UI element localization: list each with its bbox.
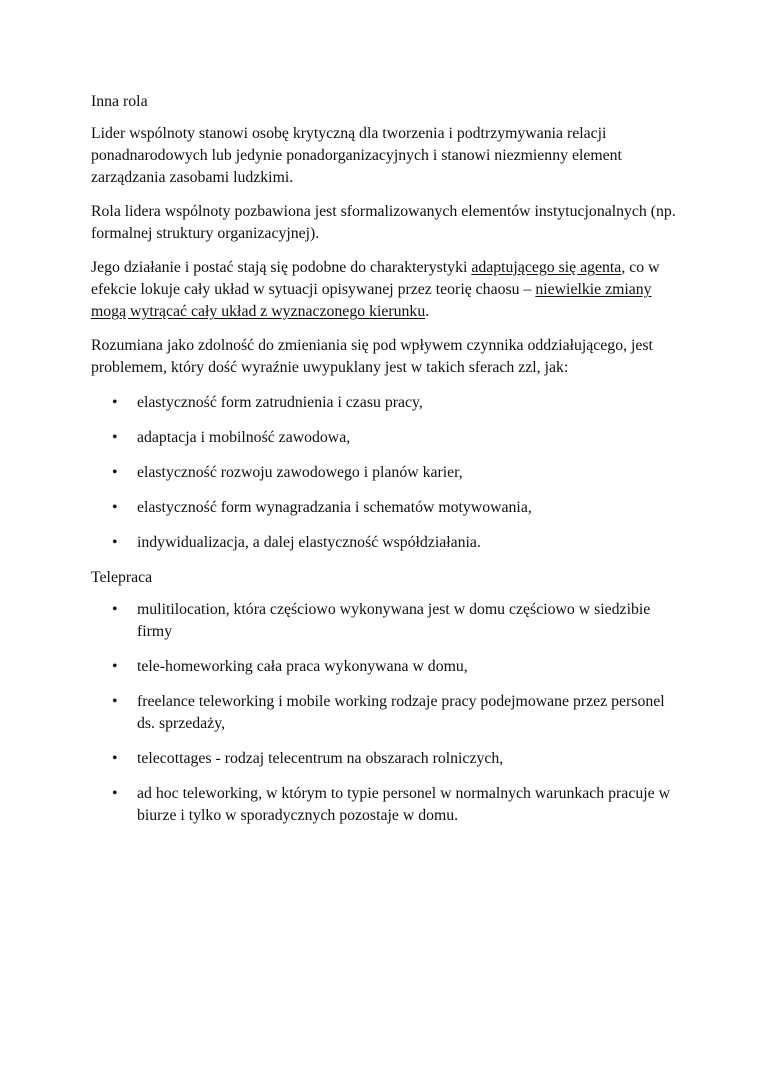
section-title-inna-rola: Inna rola <box>91 93 148 110</box>
list-item <box>91 497 681 519</box>
paragraph-text: Jego działanie i postać stają się podobne do charakterystyki <box>91 259 472 276</box>
list-item-text: tele-homeworking cała praca wykonywana w domu, <box>137 658 468 675</box>
bullet-icon: • <box>112 693 118 710</box>
bullet-icon: • <box>112 464 118 481</box>
list-item <box>91 392 681 414</box>
document-body <box>91 91 681 840</box>
list-item <box>91 599 681 643</box>
paragraph-lider: Lider wspólnoty stanowi osobę krytyczną dla tworzenia i podtrzymywania relacji ponadnarodowych lub jedynie ponadorganizacyjnych i stanowi niezmienny element zarządzania zasobami ludzkimi. <box>91 125 622 186</box>
list-item-text: adaptacja i mobilność zawodowa, <box>137 429 351 446</box>
list-item-text: elastyczność form wynagradzania i schematów motywowania, <box>137 499 532 516</box>
list-item-text: mulitilocation, która częściowo wykonywana jest w domu częściowo w siedzibie firmy <box>137 601 651 640</box>
section-title-telepraca: Telepraca <box>91 569 153 586</box>
list-item <box>91 691 681 735</box>
paragraph-text: . <box>425 303 430 320</box>
list-item-text: telecottages - rodzaj telecentrum na obszarach rolniczych, <box>137 750 504 767</box>
link-niewielkie-zmiany[interactable]: niewielkie zmiany mogą wytrącać cały układ z wyznaczonego kierunku <box>91 281 652 320</box>
list-item-text: elastyczność form zatrudnienia i czasu pracy, <box>137 394 423 411</box>
bullet-icon: • <box>112 601 118 618</box>
paragraph-text: , co w efekcie lokuje cały układ w sytuacji opisywanej przez teorię chaosu – <box>91 259 660 298</box>
list-item-text: indywidualizacja, a dalej elastyczność współdziałania. <box>137 534 481 551</box>
list-item <box>91 532 681 554</box>
bullet-icon: • <box>112 785 118 802</box>
list-item-text: ad hoc teleworking, w którym to typie personel w normalnych warunkach pracuje w biurze i tylko w sporadycznych pozostaje w domu. <box>137 785 670 824</box>
list-item <box>91 748 681 770</box>
list-item <box>91 656 681 678</box>
list-item <box>91 783 681 827</box>
bullet-icon: • <box>112 534 118 551</box>
bullet-icon: • <box>112 499 118 516</box>
list-item-text: elastyczność rozwoju zawodowego i planów karier, <box>137 464 463 481</box>
bullet-icon: • <box>112 750 118 767</box>
list-item-text: freelance teleworking i mobile working rodzaje pracy podejmowane przez personel ds. sprzedaży, <box>137 693 665 732</box>
link-adaptujacego-agenta[interactable]: adaptującego się agenta <box>471 259 622 276</box>
bullet-icon: • <box>112 429 118 446</box>
paragraph-rozumiana: Rozumiana jako zdolność do zmieniania się pod wpływem czynnika oddziałującego, jest problemem, który dość wyraźnie uwypuklany jest w takich sferach zzl, jak: <box>91 337 653 376</box>
paragraph-rola-lidera: Rola lidera wspólnoty pozbawiona jest sformalizowanych elementów instytucjonalnych (np. formalnej struktury organizacyjnej). <box>91 203 676 242</box>
bullet-list-elastycznosc <box>91 392 681 554</box>
bullet-icon: • <box>112 394 118 411</box>
list-item <box>91 462 681 484</box>
list-item <box>91 427 681 449</box>
bullet-list-telepraca <box>91 599 681 827</box>
paragraph-dzialanie <box>91 257 681 323</box>
bullet-icon: • <box>112 658 118 675</box>
